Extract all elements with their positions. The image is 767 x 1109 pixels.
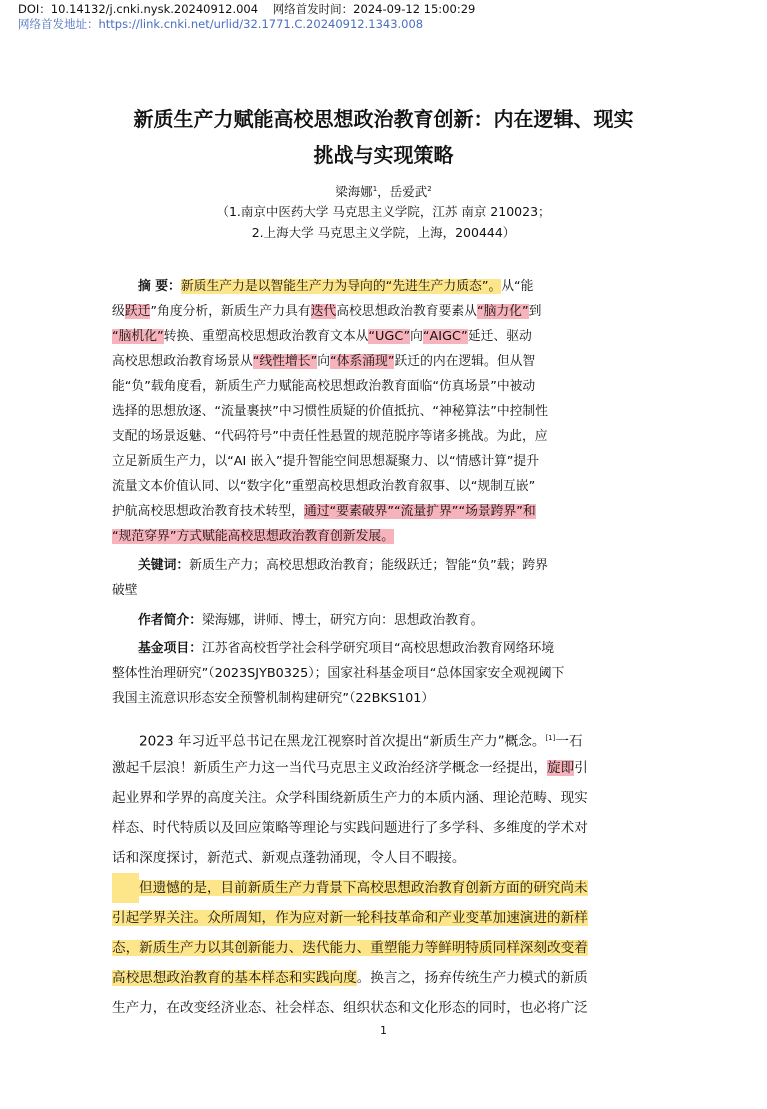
author-1-sup: 1 bbox=[372, 185, 378, 193]
keywords-line bbox=[112, 553, 664, 578]
author-bio-line bbox=[112, 608, 664, 633]
body-text: 一石 bbox=[555, 733, 583, 750]
fund-line: 我国主流意识形态安全预警机制构建研究”（22BKS101） bbox=[112, 691, 435, 706]
abstract-text: 从“能 bbox=[501, 279, 534, 294]
body-highlight: 引起学界关注。众所周知，作为应对新一轮科技革命和产业变革加速演进的新样 bbox=[112, 910, 588, 926]
body-line: 样态、时代特质以及回应策略等理论与实践问题进行了多学科、多维度的学术对 bbox=[112, 820, 588, 836]
abstract-text: 向 bbox=[410, 329, 423, 344]
fund-line: 整体性治理研究”（2023SJYB0325）；国家社科基金项目“总体国家安全观视阈下 bbox=[112, 666, 565, 681]
paper-title-line1: 新质生产力赋能高校思想政治教育创新：内在逻辑、现实 bbox=[133, 107, 634, 131]
body-line: 生产力，在改变经济业态、社会样态、组织状态和文化形态的同时，也必将广泛 bbox=[112, 1000, 588, 1016]
keywords-text: 新质生产力；高校思想政治教育；能级跃迁；智能“负”载；跨界 bbox=[189, 558, 548, 573]
author-2-sup: 2 bbox=[427, 185, 432, 193]
abstract-highlight: 跃迁 bbox=[124, 304, 151, 319]
abstract-line: 支配的场景返魅、“代码符号”中责任性悬置的规范脱序等诸多挑战。为此，应 bbox=[112, 429, 548, 444]
body-text: 引 bbox=[574, 760, 588, 776]
abstract-text: 延迁、驱动 bbox=[467, 329, 532, 344]
abstract-highlight: “脑机化” bbox=[112, 329, 164, 344]
body-line bbox=[112, 873, 664, 903]
page-number: 1 bbox=[380, 1024, 387, 1037]
doi-text: DOI：10.14132/j.cnki.nysk.20240912.004 bbox=[18, 2, 259, 16]
citation-ref[interactable]: [1] bbox=[545, 734, 556, 742]
paper-title-line2: 挑战与实现策略 bbox=[313, 143, 454, 167]
body-highlight: 高校思想政治教育的基本样态和实践向度 bbox=[112, 970, 357, 986]
abstract-line: 流量文本价值认同、以“数字化”重塑高校思想政治教育叙事、以“规制互嵌” bbox=[112, 479, 536, 494]
abstract-line: 能“负”载角度看，新质生产力赋能高校思想政治教育面临“仿真场景”中被动 bbox=[112, 379, 536, 394]
abstract-text: 高校思想政治教育场景从 bbox=[112, 354, 253, 369]
affiliation-line1: （1.南京中医药大学 马克思主义学院，江苏 南京 210023； bbox=[216, 204, 551, 219]
fund-text: 江苏省高校哲学社会科学研究项目“高校思想政治教育网络环境 bbox=[201, 641, 555, 656]
abstract-highlight: “UGC” bbox=[368, 329, 411, 344]
body-line bbox=[112, 753, 664, 783]
abstract-highlight: 迭代 bbox=[310, 304, 337, 319]
author-2: 岳爱武 bbox=[389, 184, 428, 200]
keywords-line: 破壁 bbox=[112, 583, 138, 598]
author-list bbox=[0, 180, 767, 201]
abstract-text: 向 bbox=[317, 354, 331, 369]
body-text: 2023 年习近平总书记在黑龙江视察时首次提出“新质生产力”概念。 bbox=[139, 733, 546, 750]
author-bio-label: 作者简介： bbox=[138, 613, 202, 628]
body-text: 。换言之，扬弃传统生产力模式的新质 bbox=[356, 970, 588, 986]
body-line: 话和深度探讨，新范式、新观点蓬勃涌现，令人目不暇接。 bbox=[112, 850, 466, 866]
body-highlight: 旋即 bbox=[547, 760, 575, 776]
header-doi-line bbox=[18, 2, 475, 16]
abstract-label: 摘 要： bbox=[138, 279, 181, 294]
abstract-highlight: 通过“要素破界”“流量扩界”“场景跨界”和 bbox=[303, 504, 536, 519]
body-line bbox=[112, 933, 664, 963]
abstract-highlight: “脑力化” bbox=[476, 304, 529, 319]
abstract-line: 立足新质生产力，以“AI 嵌入”提升智能空间思想凝聚力、以“情感计算”提升 bbox=[112, 454, 540, 469]
abstract-highlight: “规范穿界”方式赋能高校思想政治教育创新发展。 bbox=[112, 529, 394, 544]
body-line bbox=[112, 963, 664, 993]
abstract-highlight: 新质生产力是以智能生产力为导向的“先进生产力质态”。 bbox=[180, 279, 502, 294]
body-line bbox=[112, 723, 664, 757]
body-highlight: 但遗憾的是，目前新质生产力背景下高校思想政治教育创新方面的研究尚未 bbox=[139, 880, 588, 896]
body-highlight: 态，新质生产力以其创新能力、迭代能力、重塑能力等鲜明特质同样深刻改变着 bbox=[112, 940, 588, 956]
fund-line bbox=[112, 636, 664, 661]
pub-time-text: 网络首发时间：2024-09-12 15:00:29 bbox=[272, 2, 476, 16]
abstract-text: 级 bbox=[112, 304, 125, 319]
abstract-text: 转换、重塑高校思想政治教育文本从 bbox=[163, 329, 369, 344]
abstract-highlight: “体系涌现” bbox=[330, 354, 395, 369]
abstract-text: 高校思想政治教育要素从 bbox=[336, 304, 477, 319]
abstract-line bbox=[112, 299, 664, 324]
body-line: 起业界和学界的高度关注。众学科围绕新质生产力的本质内涵、理论范畴、现实 bbox=[112, 790, 588, 806]
affiliation-line2: 2.上海大学 马克思主义学院，上海，200444） bbox=[251, 225, 516, 240]
abstract-highlight: “线性增长” bbox=[252, 354, 318, 369]
abstract-line bbox=[112, 324, 664, 349]
pub-url-link[interactable]: 网络首发地址：https://link.cnki.net/urlid/32.1771.C.20240912.1343.008 bbox=[18, 17, 424, 31]
abstract-line bbox=[112, 274, 664, 299]
abstract-highlight: “AIGC” bbox=[422, 329, 468, 344]
abstract-line bbox=[112, 349, 664, 374]
fund-label: 基金项目： bbox=[138, 641, 202, 656]
body-line bbox=[112, 903, 664, 933]
author-bio-text: 梁海娜，讲师、博士，研究方向：思想政治教育。 bbox=[201, 613, 484, 628]
body-text: 激起千层浪！新质生产力这一当代马克思主义政治经济学概念一经提出， bbox=[112, 760, 547, 776]
author-sep: ， bbox=[377, 184, 390, 200]
keywords-label: 关键词： bbox=[138, 558, 190, 573]
abstract-line bbox=[112, 524, 664, 549]
abstract-text: 护航高校思想政治教育技术转型， bbox=[112, 504, 304, 519]
abstract-text: 到 bbox=[528, 304, 542, 319]
abstract-text: 跃迁的内在逻辑。但从智 bbox=[394, 354, 536, 369]
author-1: 梁海娜 bbox=[335, 184, 373, 200]
abstract-text: ”角度分析，新质生产力具有 bbox=[150, 304, 311, 319]
header-url-line[interactable] bbox=[18, 17, 423, 31]
abstract-line bbox=[112, 499, 664, 524]
abstract-line: 选择的思想放逐、“流量裹挟”中习惯性质疑的价值抵抗、“神秘算法”中控制性 bbox=[112, 404, 549, 419]
